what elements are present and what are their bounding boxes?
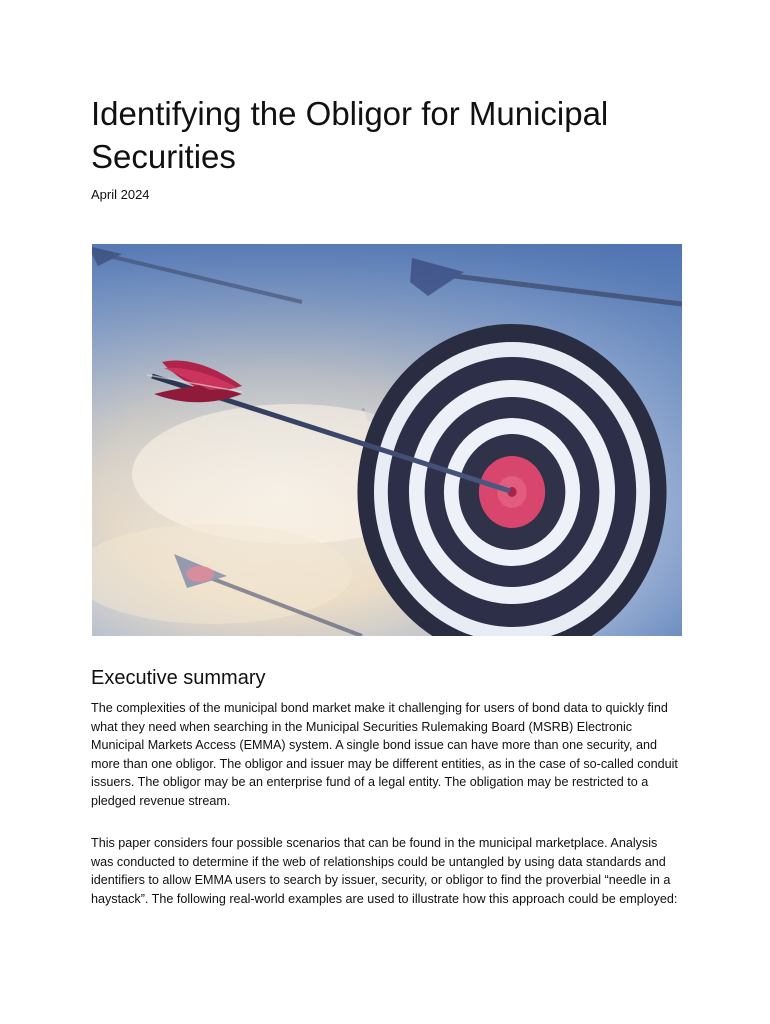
section-heading: Executive summary [91, 667, 266, 689]
hero-image-target-arrows [92, 244, 682, 636]
paragraph-2: This paper considers four possible scenarios that can be found in the municipal marketplace. Analysis was conducted to determine if the web of relationships could be untangled by using data standards and identifiers to allow EMMA users to search by issuer, security, or obligor to find the proverbial “needle in a haystack”. The following real-world examples are used to illustrate how this approach could be employed: [91, 836, 678, 906]
paragraph-1: The complexities of the municipal bond market make it challenging for users of bond data to quickly find what they need when searching in the Municipal Securities Rulemaking Board (MSRB) Electronic Municipal Markets Access (EMMA) system. A single bond issue can have more than one security, and more than one obligor. The obligor and issuer may be different entities, as in the case of so-called conduit issuers. The obligor may be an enterprise fund of a legal entity. The obligation may be restricted to a pledged revenue stream. [91, 701, 678, 808]
document-title: Identifying the Obligor for Municipal Securities [91, 95, 609, 175]
publication-date: April 2024 [91, 187, 150, 202]
